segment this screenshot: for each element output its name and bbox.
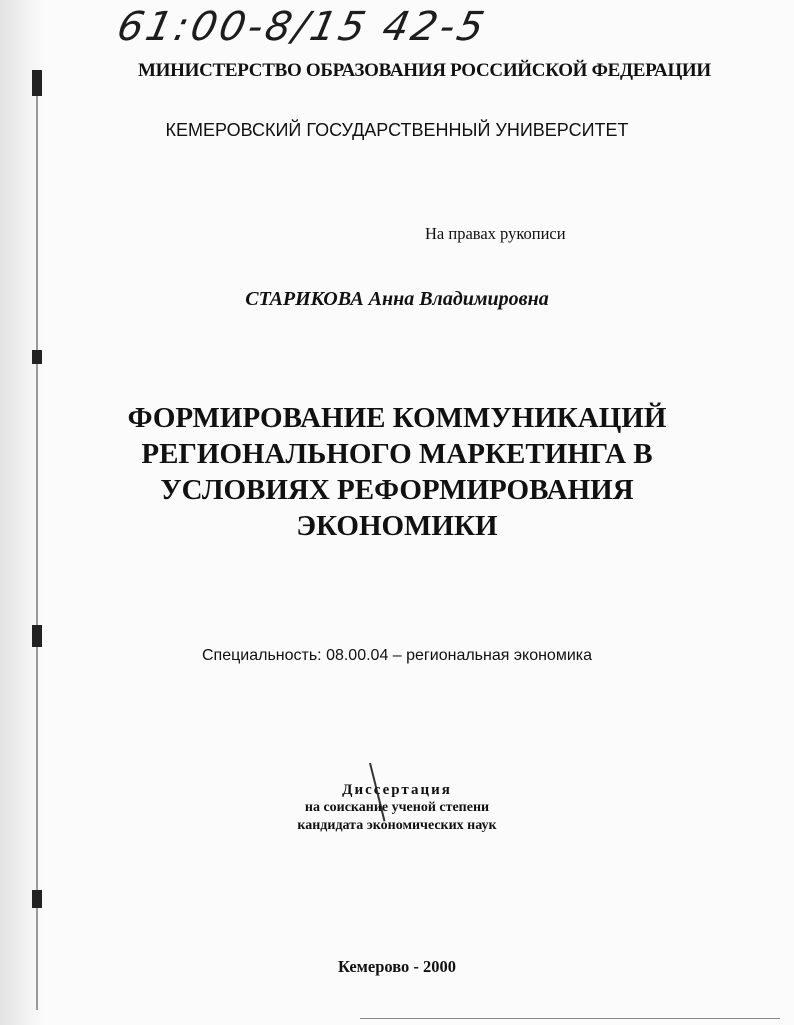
title-line: ЭКОНОМИКИ	[296, 510, 498, 542]
title-line: УСЛОВИЯХ РЕФОРМИРОВАНИЯ	[160, 474, 634, 506]
title-line: ФОРМИРОВАНИЕ КОММУНИКАЦИЙ	[127, 402, 667, 434]
dissertation-purpose: на соискание ученой степени	[304, 800, 490, 815]
place-year: Кемерово - 2000	[337, 957, 457, 976]
ministry-heading: МИНИСТЕРСТВО ОБРАЗОВАНИЯ РОССИЙСКОЙ ФЕДЕРАЦИИ	[138, 60, 711, 81]
scan-edge-mark	[32, 70, 42, 96]
archive-stamp: 61:00-8/15 42-5	[113, 4, 491, 50]
author-name: СТАРИКОВА Анна Владимировна	[245, 288, 549, 310]
title-line: РЕГИОНАЛЬНОГО МАРКЕТИНГА В	[141, 438, 653, 470]
dissertation-degree: кандидата экономических наук	[297, 818, 497, 833]
specialty: Специальность: 08.00.04 – региональная экономика	[201, 647, 593, 664]
scan-edge-mark	[32, 625, 42, 647]
scan-edge-mark	[32, 890, 42, 908]
dissertation-block	[0, 781, 794, 835]
dissertation-type: Диссертация	[342, 782, 452, 798]
manuscript-note: На правах рукописи	[425, 224, 566, 243]
dissertation-title	[0, 400, 794, 544]
bottom-rule	[360, 1018, 780, 1019]
university-name: КЕМЕРОВСКИЙ ГОСУДАРСТВЕННЫЙ УНИВЕРСИТЕТ	[165, 120, 629, 140]
scan-edge-mark	[32, 350, 42, 364]
